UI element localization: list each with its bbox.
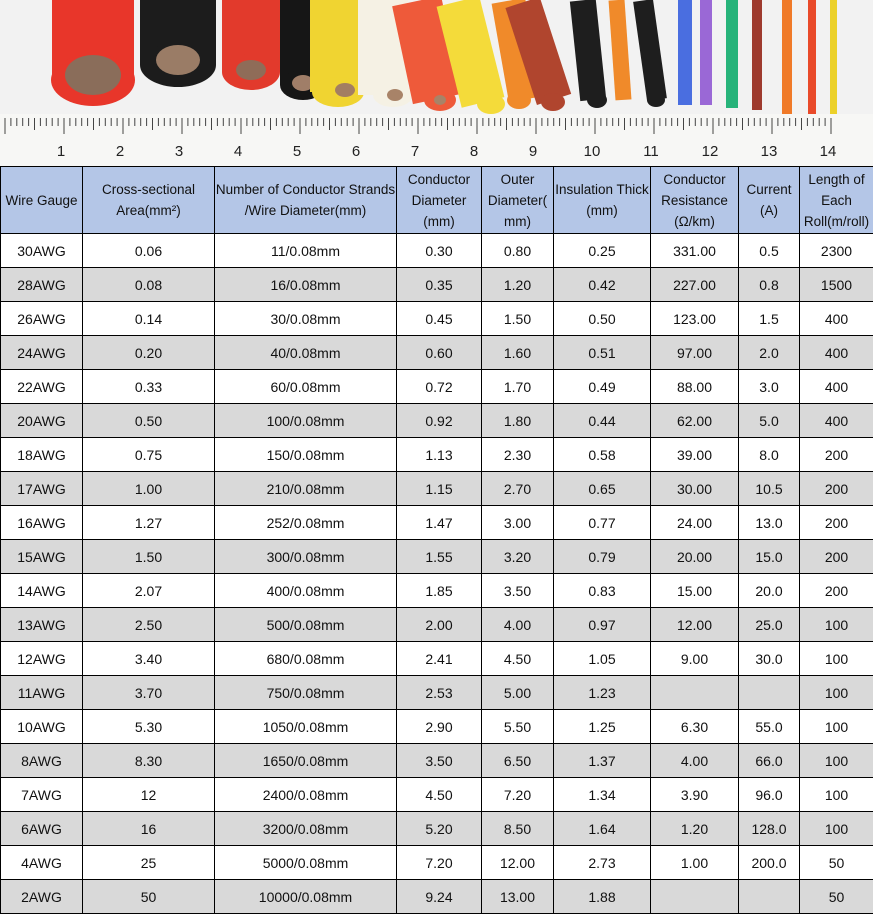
header-conductor-resistance: Conductor Resistance (Ω/km) (651, 167, 739, 234)
table-cell: 10AWG (1, 710, 83, 744)
ruler-number: 4 (233, 143, 243, 160)
table-cell: 1050/0.08mm (215, 710, 397, 744)
table-cell: 3.20 (482, 540, 554, 574)
table-cell: 0.80 (482, 234, 554, 268)
header-conductor-diameter: Conductor Diameter (mm) (397, 167, 482, 234)
table-cell: 100 (800, 778, 873, 812)
table-cell: 0.97 (554, 608, 651, 642)
table-row (1, 506, 873, 540)
table-cell: 750/0.08mm (215, 676, 397, 710)
table-cell: 0.35 (397, 268, 482, 302)
table-cell (651, 880, 739, 914)
table-cell: 331.00 (651, 234, 739, 268)
header-insulation-thick: Insulation Thick (mm) (554, 167, 651, 234)
table-cell: 12AWG (1, 642, 83, 676)
table-cell: 3.50 (397, 744, 482, 778)
table-row (1, 472, 873, 506)
table-cell: 0.49 (554, 370, 651, 404)
table-cell: 4.50 (482, 642, 554, 676)
table-cell: 210/0.08mm (215, 472, 397, 506)
table-cell: 20.00 (651, 540, 739, 574)
table-cell: 2.07 (83, 574, 215, 608)
table-row (1, 268, 873, 302)
wire-spec-table (0, 166, 873, 914)
table-row (1, 846, 873, 880)
ruler-number: 10 (583, 143, 601, 160)
table-row (1, 778, 873, 812)
table-cell: 0.14 (83, 302, 215, 336)
table-cell: 18AWG (1, 438, 83, 472)
table-cell: 13AWG (1, 608, 83, 642)
table-cell: 13.00 (482, 880, 554, 914)
table-row (1, 812, 873, 846)
table-cell: 1.47 (397, 506, 482, 540)
table-cell (651, 676, 739, 710)
table-cell: 5.00 (482, 676, 554, 710)
table-cell: 20AWG (1, 404, 83, 438)
ruler-number: 3 (174, 143, 184, 160)
table-cell: 0.65 (554, 472, 651, 506)
table-row (1, 880, 873, 914)
table-cell: 22AWG (1, 370, 83, 404)
header-conductor-strands: Number of Conductor Strands /Wire Diameter(mm) (215, 167, 397, 234)
wire-photo (0, 0, 873, 166)
ruler-number: 5 (292, 143, 302, 160)
table-cell: 123.00 (651, 302, 739, 336)
table-cell: 0.50 (554, 302, 651, 336)
table-cell: 20.0 (739, 574, 800, 608)
table-cell: 4.00 (482, 608, 554, 642)
table-cell: 3.0 (739, 370, 800, 404)
table-cell: 680/0.08mm (215, 642, 397, 676)
table-cell: 100 (800, 744, 873, 778)
table-cell: 3200/0.08mm (215, 812, 397, 846)
table-cell: 200 (800, 574, 873, 608)
table-cell: 9.24 (397, 880, 482, 914)
table-cell: 16 (83, 812, 215, 846)
ruler-number: 8 (469, 143, 479, 160)
table-cell: 7.20 (482, 778, 554, 812)
table-cell: 6.50 (482, 744, 554, 778)
table-cell: 2.50 (83, 608, 215, 642)
table-cell: 0.20 (83, 336, 215, 370)
table-cell: 0.60 (397, 336, 482, 370)
table-cell: 0.5 (739, 234, 800, 268)
table-cell: 1.13 (397, 438, 482, 472)
table-cell: 200 (800, 438, 873, 472)
ruler-number: 7 (410, 143, 420, 160)
table-row (1, 540, 873, 574)
table-cell: 88.00 (651, 370, 739, 404)
table-cell: 200 (800, 472, 873, 506)
table-row (1, 302, 873, 336)
table-cell: 1.05 (554, 642, 651, 676)
table-cell: 6AWG (1, 812, 83, 846)
table-cell: 1.50 (83, 540, 215, 574)
wire-illustration (0, 0, 873, 166)
table-cell: 7.20 (397, 846, 482, 880)
table-cell: 400 (800, 302, 873, 336)
table-cell: 100 (800, 812, 873, 846)
table-cell: 100 (800, 608, 873, 642)
table-cell: 2.90 (397, 710, 482, 744)
table-row (1, 710, 873, 744)
table-row (1, 676, 873, 710)
table-cell: 227.00 (651, 268, 739, 302)
table-cell: 1.88 (554, 880, 651, 914)
header-wire-gauge: Wire Gauge (1, 167, 83, 234)
table-cell: 500/0.08mm (215, 608, 397, 642)
table-cell: 400 (800, 336, 873, 370)
table-cell: 2.41 (397, 642, 482, 676)
table-cell: 0.08 (83, 268, 215, 302)
table-cell: 0.33 (83, 370, 215, 404)
table-cell: 97.00 (651, 336, 739, 370)
table-row (1, 370, 873, 404)
table-cell: 55.0 (739, 710, 800, 744)
table-row (1, 608, 873, 642)
table-cell: 1.27 (83, 506, 215, 540)
table-cell: 16AWG (1, 506, 83, 540)
table-cell: 10000/0.08mm (215, 880, 397, 914)
table-cell: 50 (800, 880, 873, 914)
table-cell: 1.50 (482, 302, 554, 336)
table-cell: 30.00 (651, 472, 739, 506)
table-cell: 1.34 (554, 778, 651, 812)
table-cell: 0.06 (83, 234, 215, 268)
table-cell: 0.8 (739, 268, 800, 302)
table-cell: 4.50 (397, 778, 482, 812)
ruler-number: 9 (528, 143, 538, 160)
table-cell: 3.70 (83, 676, 215, 710)
table-cell: 3.50 (482, 574, 554, 608)
table-cell: 11AWG (1, 676, 83, 710)
table-cell: 0.42 (554, 268, 651, 302)
table-cell: 4AWG (1, 846, 83, 880)
table-cell: 2.0 (739, 336, 800, 370)
table-cell: 3.40 (83, 642, 215, 676)
table-cell: 2400/0.08mm (215, 778, 397, 812)
table-cell: 100 (800, 642, 873, 676)
table-cell: 40/0.08mm (215, 336, 397, 370)
table-cell: 200 (800, 540, 873, 574)
table-cell: 1.85 (397, 574, 482, 608)
table-cell: 1650/0.08mm (215, 744, 397, 778)
table-cell: 0.50 (83, 404, 215, 438)
table-cell: 2.00 (397, 608, 482, 642)
table-cell: 150/0.08mm (215, 438, 397, 472)
header-cross-sectional-area: Cross-sectional Area(mm²) (83, 167, 215, 234)
table-cell: 400 (800, 404, 873, 438)
ruler-number: 14 (819, 143, 837, 160)
table-cell: 2AWG (1, 880, 83, 914)
table-cell: 0.83 (554, 574, 651, 608)
table-cell: 1.70 (482, 370, 554, 404)
table-row (1, 336, 873, 370)
ruler-number: 2 (115, 143, 125, 160)
table-cell: 30/0.08mm (215, 302, 397, 336)
table-cell: 15.00 (651, 574, 739, 608)
table-cell: 0.44 (554, 404, 651, 438)
table-cell: 1.20 (482, 268, 554, 302)
table-cell: 0.58 (554, 438, 651, 472)
table-row (1, 744, 873, 778)
table-cell: 8AWG (1, 744, 83, 778)
table-cell: 16/0.08mm (215, 268, 397, 302)
table-cell: 1.80 (482, 404, 554, 438)
table-cell: 26AWG (1, 302, 83, 336)
table-cell: 24.00 (651, 506, 739, 540)
table-cell: 1.60 (482, 336, 554, 370)
ruler-number: 12 (701, 143, 719, 160)
table-cell: 1.20 (651, 812, 739, 846)
table-cell: 96.0 (739, 778, 800, 812)
table-cell: 5000/0.08mm (215, 846, 397, 880)
table-cell: 17AWG (1, 472, 83, 506)
table-cell: 50 (800, 846, 873, 880)
table-cell: 4.00 (651, 744, 739, 778)
table-cell: 62.00 (651, 404, 739, 438)
table-cell: 128.0 (739, 812, 800, 846)
table-cell: 15.0 (739, 540, 800, 574)
table-header-row (1, 167, 873, 234)
table-cell: 12.00 (482, 846, 554, 880)
table-cell: 1.25 (554, 710, 651, 744)
table-body (1, 234, 873, 914)
table-cell: 9.00 (651, 642, 739, 676)
table-cell: 1.5 (739, 302, 800, 336)
table-cell: 1.00 (651, 846, 739, 880)
table-cell: 100/0.08mm (215, 404, 397, 438)
table-cell: 6.30 (651, 710, 739, 744)
ruler-number: 11 (643, 143, 659, 160)
header-current: Current (A) (739, 167, 800, 234)
table-cell: 400/0.08mm (215, 574, 397, 608)
table-cell (739, 676, 800, 710)
table-cell: 66.0 (739, 744, 800, 778)
table-cell: 0.25 (554, 234, 651, 268)
table-cell: 3.90 (651, 778, 739, 812)
ruler-number: 6 (351, 143, 361, 160)
table-cell: 12.00 (651, 608, 739, 642)
table-cell: 2.70 (482, 472, 554, 506)
table-cell: 2.30 (482, 438, 554, 472)
table-cell: 39.00 (651, 438, 739, 472)
table-cell: 25.0 (739, 608, 800, 642)
table-cell: 5.50 (482, 710, 554, 744)
table-cell: 252/0.08mm (215, 506, 397, 540)
table-cell: 1.37 (554, 744, 651, 778)
table-cell: 3.00 (482, 506, 554, 540)
table-cell: 1500 (800, 268, 873, 302)
table-row (1, 234, 873, 268)
table-cell: 2.53 (397, 676, 482, 710)
table-cell: 5.30 (83, 710, 215, 744)
table-cell: 0.30 (397, 234, 482, 268)
table-row (1, 574, 873, 608)
table-cell: 100 (800, 710, 873, 744)
table-cell: 8.50 (482, 812, 554, 846)
table-cell: 1.55 (397, 540, 482, 574)
table-cell: 1.00 (83, 472, 215, 506)
table-cell: 0.72 (397, 370, 482, 404)
table-cell: 0.45 (397, 302, 482, 336)
table-cell: 14AWG (1, 574, 83, 608)
table-cell: 8.0 (739, 438, 800, 472)
table-cell: 0.75 (83, 438, 215, 472)
table-row (1, 642, 873, 676)
table-cell: 13.0 (739, 506, 800, 540)
table-cell: 5.0 (739, 404, 800, 438)
table-cell: 0.77 (554, 506, 651, 540)
table-cell: 8.30 (83, 744, 215, 778)
table-cell (739, 880, 800, 914)
table-cell: 11/0.08mm (215, 234, 397, 268)
table-row (1, 438, 873, 472)
header-roll-length: Length of Each Roll(m/roll) (800, 167, 873, 234)
table-cell: 1.64 (554, 812, 651, 846)
table-cell: 200.0 (739, 846, 800, 880)
table-cell: 2300 (800, 234, 873, 268)
table-cell: 12 (83, 778, 215, 812)
table-cell: 7AWG (1, 778, 83, 812)
table-cell: 200 (800, 506, 873, 540)
table-cell: 15AWG (1, 540, 83, 574)
table-cell: 30AWG (1, 234, 83, 268)
table-cell: 5.20 (397, 812, 482, 846)
table-cell: 50 (83, 880, 215, 914)
table-cell: 10.5 (739, 472, 800, 506)
table-cell: 400 (800, 370, 873, 404)
table-cell: 100 (800, 676, 873, 710)
table-cell: 28AWG (1, 268, 83, 302)
ruler-number: 1 (56, 143, 66, 160)
table-cell: 0.51 (554, 336, 651, 370)
table-cell: 60/0.08mm (215, 370, 397, 404)
header-outer-diameter: Outer Diameter( mm) (482, 167, 554, 234)
table-row (1, 404, 873, 438)
table-cell: 1.15 (397, 472, 482, 506)
table-cell: 25 (83, 846, 215, 880)
ruler-number: 13 (760, 143, 778, 160)
table-cell: 0.79 (554, 540, 651, 574)
table-cell: 30.0 (739, 642, 800, 676)
table-cell: 2.73 (554, 846, 651, 880)
table-cell: 300/0.08mm (215, 540, 397, 574)
table-cell: 24AWG (1, 336, 83, 370)
table-cell: 1.23 (554, 676, 651, 710)
table-cell: 0.92 (397, 404, 482, 438)
